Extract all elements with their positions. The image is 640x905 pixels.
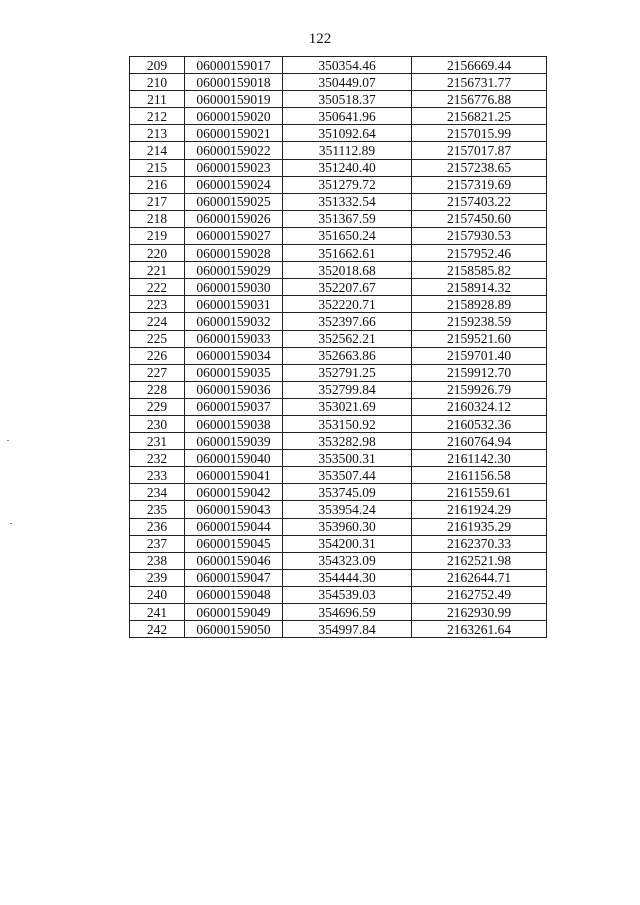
x-coordinate-cell: 350641.96 [283, 108, 412, 125]
x-coordinate-cell: 354696.59 [283, 604, 412, 621]
margin-mark [7, 440, 9, 441]
x-coordinate-cell: 353150.92 [283, 415, 412, 432]
y-coordinate-cell: 2156776.88 [412, 91, 547, 108]
point-id-cell: 06000159044 [185, 518, 283, 535]
y-coordinate-cell: 2157403.22 [412, 193, 547, 210]
row-number-cell: 216 [130, 176, 185, 193]
point-id-cell: 06000159036 [185, 381, 283, 398]
table-row [130, 569, 547, 586]
row-number-cell: 213 [130, 125, 185, 142]
table-row [130, 330, 547, 347]
row-number-cell: 239 [130, 569, 185, 586]
y-coordinate-cell: 2160764.94 [412, 433, 547, 450]
point-id-cell: 06000159026 [185, 210, 283, 227]
point-id-cell: 06000159018 [185, 74, 283, 91]
y-coordinate-cell: 2162521.98 [412, 552, 547, 569]
row-number-cell: 220 [130, 245, 185, 262]
x-coordinate-cell: 350518.37 [283, 91, 412, 108]
row-number-cell: 237 [130, 535, 185, 552]
table-row [130, 398, 547, 415]
point-id-cell: 06000159030 [185, 279, 283, 296]
row-number-cell: 217 [130, 193, 185, 210]
y-coordinate-cell: 2156669.44 [412, 57, 547, 74]
y-coordinate-cell: 2156821.25 [412, 108, 547, 125]
point-id-cell: 06000159034 [185, 347, 283, 364]
x-coordinate-cell: 353954.24 [283, 501, 412, 518]
y-coordinate-cell: 2157015.99 [412, 125, 547, 142]
y-coordinate-cell: 2161142.30 [412, 450, 547, 467]
point-id-cell: 06000159024 [185, 176, 283, 193]
row-number-cell: 234 [130, 484, 185, 501]
x-coordinate-cell: 354997.84 [283, 621, 412, 638]
row-number-cell: 235 [130, 501, 185, 518]
y-coordinate-cell: 2160532.36 [412, 415, 547, 432]
point-id-cell: 06000159027 [185, 227, 283, 244]
table-row [130, 74, 547, 91]
point-id-cell: 06000159048 [185, 586, 283, 603]
x-coordinate-cell: 353745.09 [283, 484, 412, 501]
point-id-cell: 06000159037 [185, 398, 283, 415]
row-number-cell: 214 [130, 142, 185, 159]
y-coordinate-cell: 2162644.71 [412, 569, 547, 586]
x-coordinate-cell: 352799.84 [283, 381, 412, 398]
table-row [130, 415, 547, 432]
table-row [130, 552, 547, 569]
point-id-cell: 06000159049 [185, 604, 283, 621]
table-row [130, 210, 547, 227]
x-coordinate-cell: 352207.67 [283, 279, 412, 296]
point-id-cell: 06000159050 [185, 621, 283, 638]
row-number-cell: 230 [130, 415, 185, 432]
table-row [130, 621, 547, 638]
y-coordinate-cell: 2161559.61 [412, 484, 547, 501]
x-coordinate-cell: 353960.30 [283, 518, 412, 535]
row-number-cell: 229 [130, 398, 185, 415]
table-row [130, 193, 547, 210]
x-coordinate-cell: 352562.21 [283, 330, 412, 347]
page-number: 122 [308, 31, 332, 47]
point-id-cell: 06000159025 [185, 193, 283, 210]
y-coordinate-cell: 2161924.29 [412, 501, 547, 518]
x-coordinate-cell: 352018.68 [283, 262, 412, 279]
point-id-cell: 06000159023 [185, 159, 283, 176]
y-coordinate-cell: 2157238.65 [412, 159, 547, 176]
x-coordinate-cell: 353021.69 [283, 398, 412, 415]
row-number-cell: 210 [130, 74, 185, 91]
point-id-cell: 06000159047 [185, 569, 283, 586]
point-id-cell: 06000159020 [185, 108, 283, 125]
x-coordinate-cell: 354323.09 [283, 552, 412, 569]
x-coordinate-cell: 352397.66 [283, 313, 412, 330]
point-id-cell: 06000159042 [185, 484, 283, 501]
y-coordinate-cell: 2159912.70 [412, 364, 547, 381]
table-row [130, 535, 547, 552]
point-id-cell: 06000159022 [185, 142, 283, 159]
x-coordinate-cell: 352791.25 [283, 364, 412, 381]
table-row [130, 484, 547, 501]
table-row [130, 381, 547, 398]
y-coordinate-cell: 2158928.89 [412, 296, 547, 313]
point-id-cell: 06000159029 [185, 262, 283, 279]
table-row [130, 518, 547, 535]
table-row [130, 159, 547, 176]
y-coordinate-cell: 2157952.46 [412, 245, 547, 262]
point-id-cell: 06000159031 [185, 296, 283, 313]
table-row [130, 467, 547, 484]
y-coordinate-cell: 2161935.29 [412, 518, 547, 535]
row-number-cell: 236 [130, 518, 185, 535]
y-coordinate-cell: 2159701.40 [412, 347, 547, 364]
table-row [130, 57, 547, 74]
table-row [130, 347, 547, 364]
table-row [130, 176, 547, 193]
table-row [130, 227, 547, 244]
row-number-cell: 215 [130, 159, 185, 176]
y-coordinate-cell: 2162930.99 [412, 604, 547, 621]
y-coordinate-cell: 2163261.64 [412, 621, 547, 638]
point-id-cell: 06000159028 [185, 245, 283, 262]
row-number-cell: 242 [130, 621, 185, 638]
x-coordinate-cell: 352220.71 [283, 296, 412, 313]
row-number-cell: 221 [130, 262, 185, 279]
table-row [130, 125, 547, 142]
coordinates-table-body [130, 57, 547, 638]
x-coordinate-cell: 354444.30 [283, 569, 412, 586]
x-coordinate-cell: 351367.59 [283, 210, 412, 227]
row-number-cell: 211 [130, 91, 185, 108]
table-row [130, 296, 547, 313]
x-coordinate-cell: 353282.98 [283, 433, 412, 450]
table-row [130, 364, 547, 381]
margin-mark [10, 523, 12, 524]
point-id-cell: 06000159040 [185, 450, 283, 467]
y-coordinate-cell: 2160324.12 [412, 398, 547, 415]
y-coordinate-cell: 2158914.32 [412, 279, 547, 296]
row-number-cell: 231 [130, 433, 185, 450]
y-coordinate-cell: 2161156.58 [412, 467, 547, 484]
point-id-cell: 06000159033 [185, 330, 283, 347]
point-id-cell: 06000159019 [185, 91, 283, 108]
row-number-cell: 226 [130, 347, 185, 364]
row-number-cell: 233 [130, 467, 185, 484]
x-coordinate-cell: 353507.44 [283, 467, 412, 484]
x-coordinate-cell: 353500.31 [283, 450, 412, 467]
x-coordinate-cell: 351332.54 [283, 193, 412, 210]
y-coordinate-cell: 2159238.59 [412, 313, 547, 330]
table-row [130, 604, 547, 621]
table-row [130, 501, 547, 518]
row-number-cell: 209 [130, 57, 185, 74]
table-row [130, 262, 547, 279]
row-number-cell: 238 [130, 552, 185, 569]
point-id-cell: 06000159021 [185, 125, 283, 142]
x-coordinate-cell: 351092.64 [283, 125, 412, 142]
row-number-cell: 225 [130, 330, 185, 347]
x-coordinate-cell: 351650.24 [283, 227, 412, 244]
point-id-cell: 06000159046 [185, 552, 283, 569]
table-row [130, 108, 547, 125]
x-coordinate-cell: 350354.46 [283, 57, 412, 74]
point-id-cell: 06000159017 [185, 57, 283, 74]
table-row [130, 91, 547, 108]
row-number-cell: 228 [130, 381, 185, 398]
row-number-cell: 223 [130, 296, 185, 313]
point-id-cell: 06000159041 [185, 467, 283, 484]
y-coordinate-cell: 2159521.60 [412, 330, 547, 347]
row-number-cell: 218 [130, 210, 185, 227]
row-number-cell: 224 [130, 313, 185, 330]
y-coordinate-cell: 2162752.49 [412, 586, 547, 603]
table-row [130, 279, 547, 296]
row-number-cell: 212 [130, 108, 185, 125]
x-coordinate-cell: 350449.07 [283, 74, 412, 91]
x-coordinate-cell: 352663.86 [283, 347, 412, 364]
y-coordinate-cell: 2157017.87 [412, 142, 547, 159]
row-number-cell: 241 [130, 604, 185, 621]
row-number-cell: 219 [130, 227, 185, 244]
x-coordinate-cell: 351662.61 [283, 245, 412, 262]
table-row [130, 450, 547, 467]
y-coordinate-cell: 2156731.77 [412, 74, 547, 91]
y-coordinate-cell: 2158585.82 [412, 262, 547, 279]
x-coordinate-cell: 354539.03 [283, 586, 412, 603]
x-coordinate-cell: 354200.31 [283, 535, 412, 552]
point-id-cell: 06000159038 [185, 415, 283, 432]
x-coordinate-cell: 351279.72 [283, 176, 412, 193]
row-number-cell: 240 [130, 586, 185, 603]
point-id-cell: 06000159039 [185, 433, 283, 450]
point-id-cell: 06000159045 [185, 535, 283, 552]
row-number-cell: 227 [130, 364, 185, 381]
x-coordinate-cell: 351240.40 [283, 159, 412, 176]
table-row [130, 245, 547, 262]
table-row [130, 313, 547, 330]
point-id-cell: 06000159032 [185, 313, 283, 330]
y-coordinate-cell: 2157450.60 [412, 210, 547, 227]
coordinates-table [129, 56, 547, 638]
y-coordinate-cell: 2159926.79 [412, 381, 547, 398]
y-coordinate-cell: 2157930.53 [412, 227, 547, 244]
point-id-cell: 06000159035 [185, 364, 283, 381]
x-coordinate-cell: 351112.89 [283, 142, 412, 159]
row-number-cell: 232 [130, 450, 185, 467]
table-row [130, 433, 547, 450]
table-row [130, 586, 547, 603]
table-row [130, 142, 547, 159]
row-number-cell: 222 [130, 279, 185, 296]
point-id-cell: 06000159043 [185, 501, 283, 518]
y-coordinate-cell: 2157319.69 [412, 176, 547, 193]
y-coordinate-cell: 2162370.33 [412, 535, 547, 552]
